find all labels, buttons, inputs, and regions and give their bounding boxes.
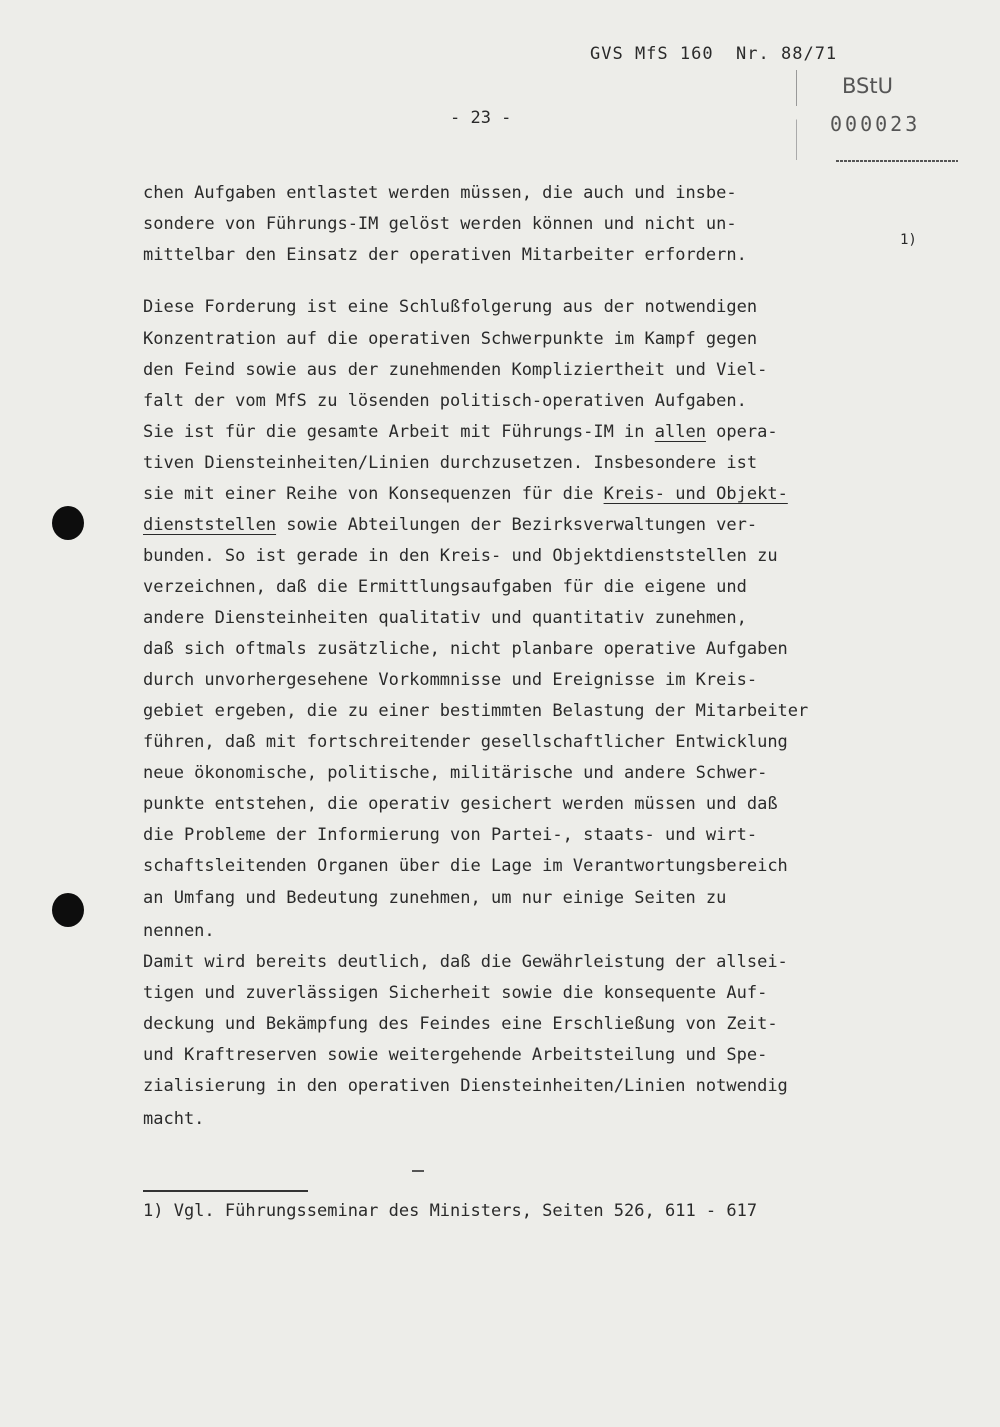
body-line-5: Konzentration auf die operativen Schwerpunkte im Kampf gegen <box>143 329 758 349</box>
body-line-8 <box>143 421 778 443</box>
archive-stamp <box>796 70 956 162</box>
underlined-word-allen: allen <box>654 422 706 442</box>
body-line-7: falt der vom MfS zu lösenden politisch-operativen Aufgaben. <box>143 391 747 411</box>
body-line-27: deckung und Bekämpfung des Feindes eine Erschließung von Zeit- <box>143 1014 778 1034</box>
body-line-21: die Probleme der Informierung von Partei-, staats- und wirt- <box>143 825 758 845</box>
body-line-1: chen Aufgaben entlastet werden müssen, die auch und insbe- <box>143 183 737 203</box>
body-line-9: tiven Diensteinheiten/Linien durchzusetzen. Insbesondere ist <box>143 453 758 473</box>
body-line-19: neue ökonomische, politische, militärische und andere Schwer- <box>143 763 768 783</box>
body-line-22: schaftsleitenden Organen über die Lage im Verantwortungsbereich <box>143 856 788 876</box>
footnote-reference: 1) <box>900 232 917 248</box>
stamp-number: 000023 <box>830 112 921 136</box>
body-line-2: sondere von Führungs-IM gelöst werden können und nicht un- <box>143 214 737 234</box>
body-line-15: daß sich oftmals zusätzliche, nicht planbare operative Aufgaben <box>143 639 788 659</box>
body-line-28: und Kraftreserven sowie weitergehende Arbeitsteilung und Spe- <box>143 1045 768 1065</box>
stamp-border-left <box>796 70 797 160</box>
body-line-8-text: Sie ist für die gesamte Arbeit mit Führungs-IM in <box>143 422 655 442</box>
stray-mark <box>412 1170 424 1172</box>
footnote-text: 1) Vgl. Führungsseminar des Ministers, Seiten 526, 611 - 617 <box>143 1201 758 1221</box>
body-line-17: gebiet ergeben, die zu einer bestimmten Belastung der Mitarbeiter <box>143 701 809 721</box>
body-line-12: bunden. So ist gerade in den Kreis- und Objektdienststellen zu <box>143 546 778 566</box>
page-number: - 23 - <box>450 108 512 128</box>
body-line-24: nennen. <box>143 921 215 941</box>
stamp-title: BStU <box>842 74 893 98</box>
body-line-13: verzeichnen, daß die Ermittlungsaufgaben für die eigene und <box>143 577 747 597</box>
stamp-border-bottom <box>836 160 958 162</box>
body-line-23: an Umfang und Bedeutung zunehmen, um nur einige Seiten zu <box>143 888 727 908</box>
body-line-30: macht. <box>143 1109 205 1129</box>
body-line-14: andere Diensteinheiten qualitativ und quantitativ zunehmen, <box>143 608 747 628</box>
body-line-11 <box>143 514 757 536</box>
body-line-10 <box>143 483 788 505</box>
body-line-18: führen, daß mit fortschreitender gesellschaftlicher Entwicklung <box>143 732 788 752</box>
punch-hole-lower <box>52 893 84 927</box>
body-line-8-end: opera- <box>705 422 778 442</box>
body-line-29: zialisierung in den operativen Diensteinheiten/Linien notwendig <box>143 1076 788 1096</box>
body-line-11-end: sowie Abteilungen der Bezirksverwaltungen ver- <box>276 515 758 535</box>
body-line-25: Damit wird bereits deutlich, daß die Gewährleistung der allsei- <box>143 952 788 972</box>
underlined-dienststellen: dienststellen <box>143 515 277 535</box>
punch-hole-upper <box>52 506 84 540</box>
underlined-kreis-objekt: Kreis- und Objekt- <box>603 484 788 504</box>
classification-header: GVS MfS 160 Nr. 88/71 <box>590 44 838 64</box>
body-line-6: den Feind sowie aus der zunehmenden Kompliziertheit und Viel- <box>143 360 768 380</box>
footnote-divider <box>143 1190 308 1192</box>
body-line-10-text: sie mit einer Reihe von Konsequenzen für die <box>143 484 604 504</box>
body-line-20: punkte entstehen, die operativ gesichert werden müssen und daß <box>143 794 778 814</box>
body-line-4: Diese Forderung ist eine Schlußfolgerung aus der notwendigen <box>143 297 758 317</box>
body-line-16: durch unvorhergesehene Vorkommnisse und Ereignisse im Kreis- <box>143 670 758 690</box>
body-line-26: tigen und zuverlässigen Sicherheit sowie die konsequente Auf- <box>143 983 768 1003</box>
body-line-3: mittelbar den Einsatz der operativen Mitarbeiter erfordern. <box>143 245 747 265</box>
